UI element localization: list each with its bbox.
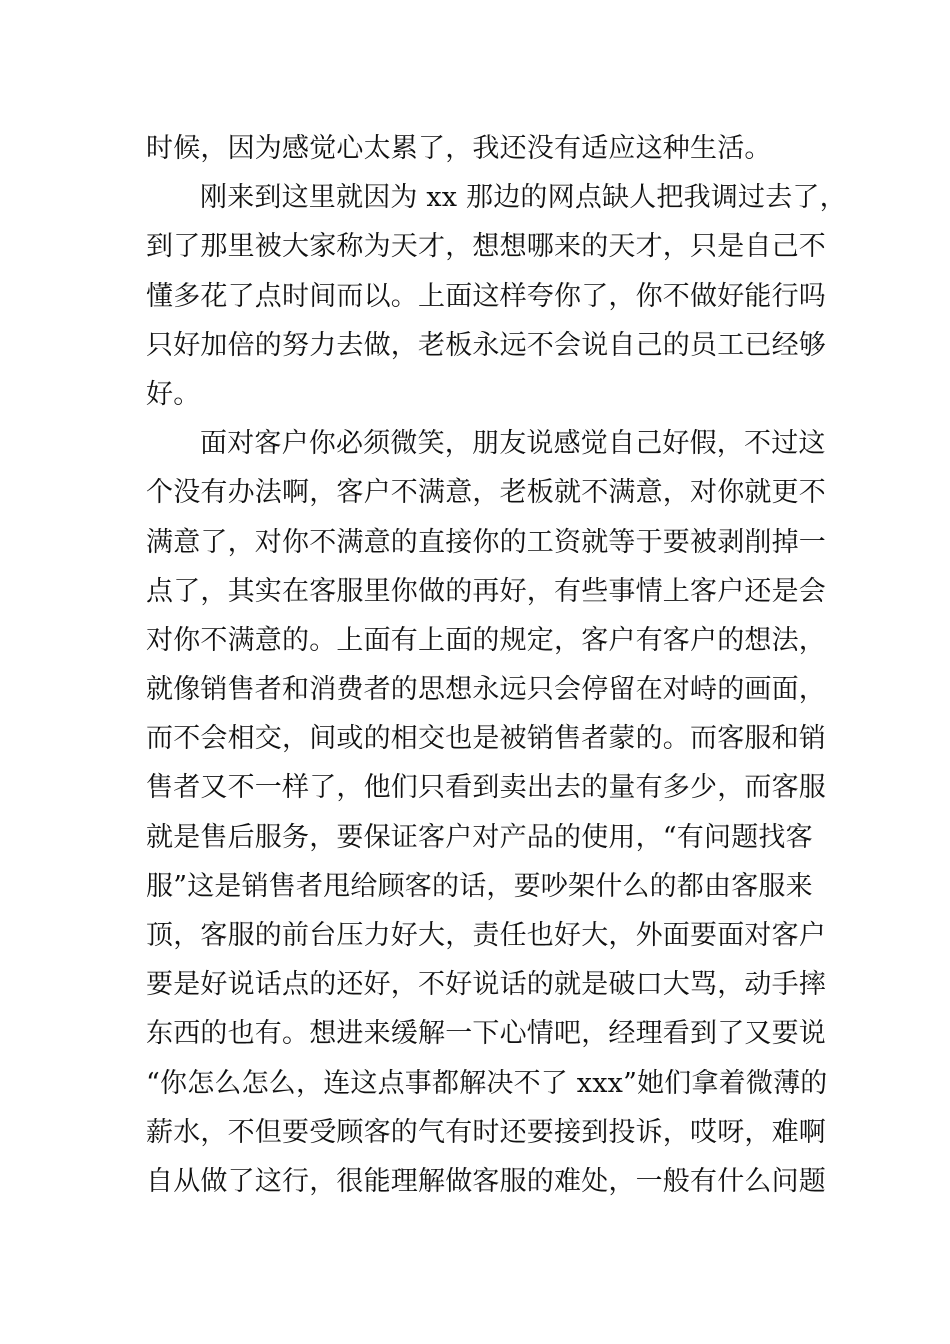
text-line: 就是售后服务，要保证客户对产品的使用，“有问题找客 bbox=[146, 821, 813, 853]
text-line: 满意了，对你不满意的直接你的工资就等于要被剥削掉一 bbox=[146, 526, 826, 558]
text-line: 就像销售者和消费者的思想永远只会停留在对峙的画面， bbox=[146, 674, 826, 706]
text-line: 好。 bbox=[146, 378, 201, 410]
text-line: 面对客户你必须微笑，朋友说感觉自己好假，不过这 bbox=[200, 428, 826, 460]
text-line: 自从做了这行，很能理解做客服的难处，一般有什么问题 bbox=[146, 1165, 826, 1197]
text-line: 薪水，不但要受顾客的气有时还要接到投诉，哎呀，难啊 bbox=[146, 1116, 826, 1148]
text-line: 到了那里被大家称为天才，想想哪来的天才，只是自己不 bbox=[146, 231, 826, 263]
text-line: 懂多花了点时间而以。上面这样夸你了，你不做好能行吗 bbox=[146, 280, 826, 312]
text-line: 个没有办法啊，客户不满意，老板就不满意，对你就更不 bbox=[146, 477, 826, 509]
text-line: 对你不满意的。上面有上面的规定，客户有客户的想法， bbox=[146, 624, 826, 656]
text-line: 刚来到这里就因为 xx 那边的网点缺人把我调过去了， bbox=[200, 182, 847, 214]
text-line: 顶，客服的前台压力好大，责任也好大，外面要面对客户 bbox=[146, 920, 826, 951]
text-line: 时候，因为感觉心太累了，我还没有适应这种生活。 bbox=[146, 133, 772, 164]
text-line: 东西的也有。想进来缓解一下心情吧，经理看到了又要说 bbox=[146, 1018, 826, 1050]
text-line: 服”这是销售者甩给顾客的话，要吵架什么的都由客服来 bbox=[146, 870, 813, 902]
text-line: 点了，其实在客服里你做的再好，有些事情上客户还是会 bbox=[146, 575, 826, 607]
body-text bbox=[146, 124, 847, 1206]
text-line: 只好加倍的努力去做，老板永远不会说自己的员工已经够 bbox=[146, 329, 826, 361]
text-line: 售者又不一样了，他们只看到卖出去的量有多少，而客服 bbox=[146, 772, 826, 804]
text-line: “你怎么怎么，连这点事都解决不了 xxx”她们拿着微薄的 bbox=[146, 1067, 828, 1099]
text-line: 要是好说话点的还好，不好说话的就是破口大骂，动手摔 bbox=[146, 969, 826, 1001]
text-line: 而不会相交，间或的相交也是被销售者蒙的。而客服和销 bbox=[146, 723, 826, 755]
